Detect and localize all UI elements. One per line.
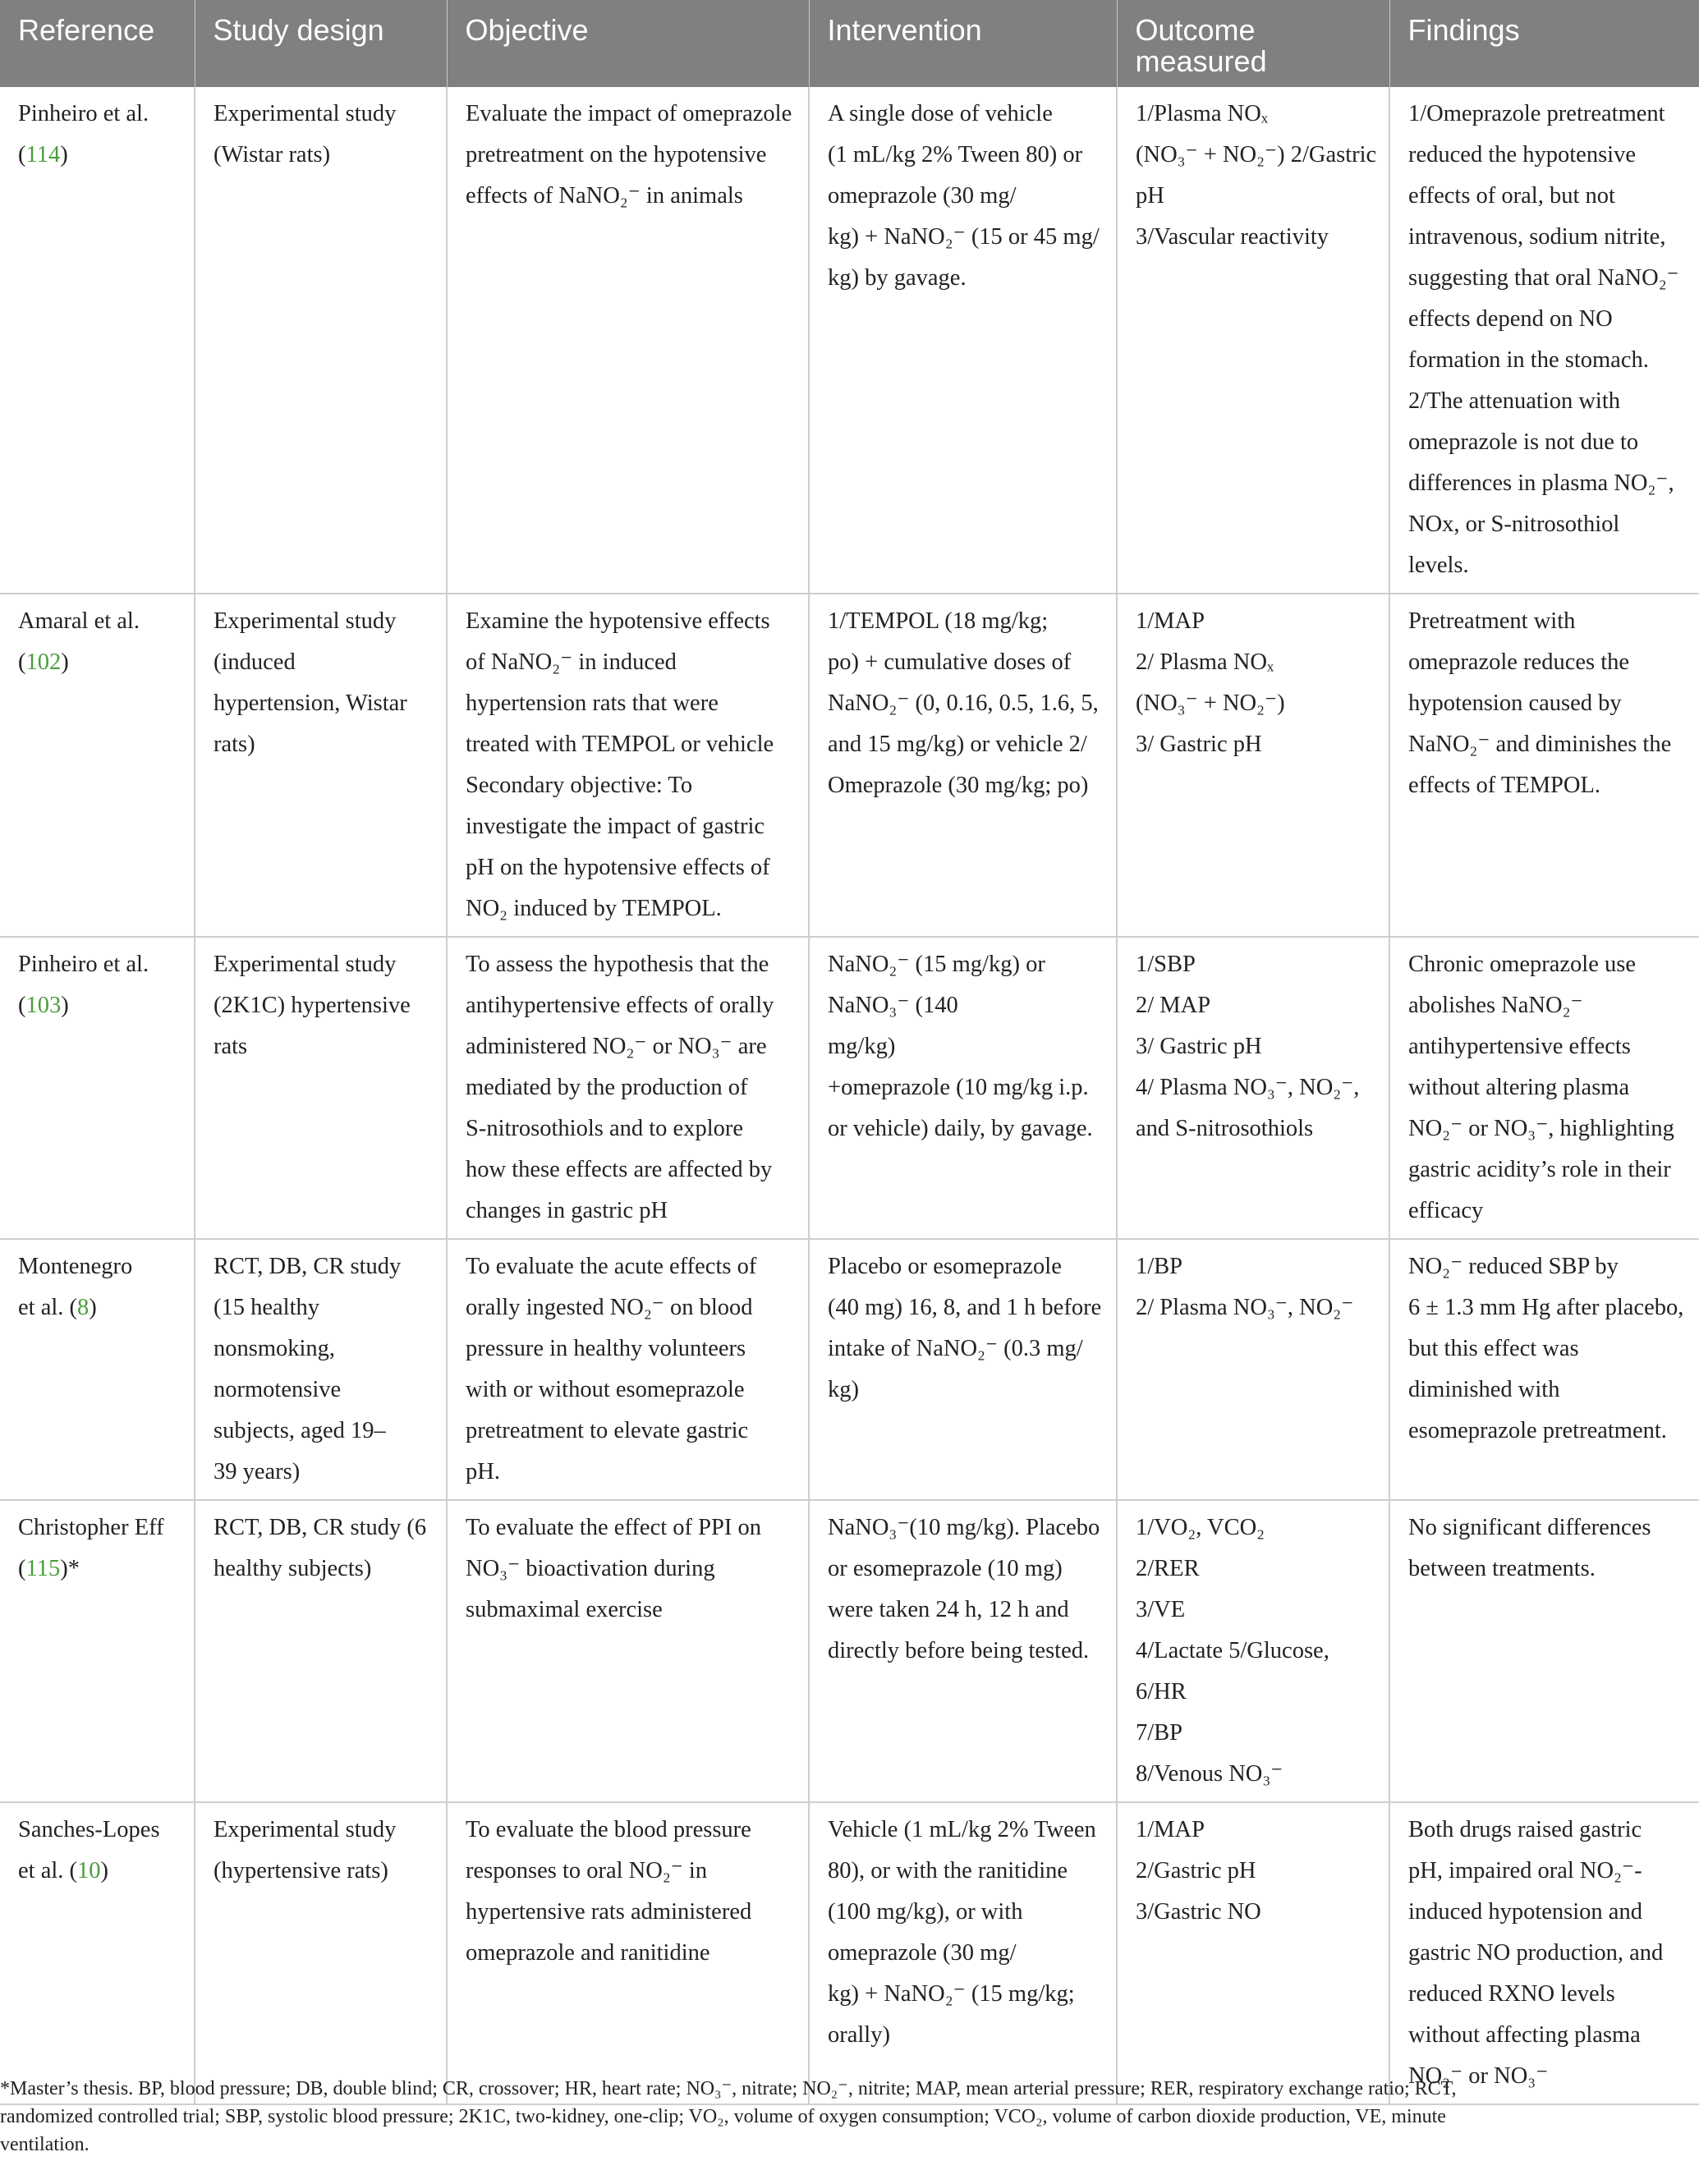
reference-paren: ) — [61, 993, 69, 1018]
cell-outcome — [1117, 1802, 1389, 2104]
cell-intervention — [809, 937, 1117, 1239]
outcome-line: 3/Gastric NO — [1136, 1899, 1261, 1925]
outcome-line: (NO₃⁻ + NO₂⁻) 2/Gastric — [1136, 142, 1377, 167]
outcome-line: 4/ Plasma NO₃⁻, NO₂⁻, — [1136, 1075, 1360, 1100]
intervention-line: (1 mL/kg 2% Tween 80) or — [828, 142, 1083, 167]
design-line: nonsmoking, — [214, 1336, 336, 1361]
intervention-line: Omeprazole (30 mg/kg; po) — [828, 773, 1089, 798]
design-line: (hypertensive rats) — [214, 1858, 388, 1883]
reference-line — [18, 135, 182, 176]
findings-line: suggesting that oral NaNO₂⁻ — [1408, 265, 1679, 291]
reference-line — [18, 1851, 182, 1892]
intervention-line: kg) + NaNO₂⁻ (15 or 45 mg/ — [828, 224, 1100, 250]
outcome-line: 4/Lactate 5/Glucose, — [1136, 1638, 1329, 1663]
findings-line: without affecting plasma — [1408, 2022, 1641, 2048]
findings-line: levels. — [1408, 553, 1469, 578]
outcome-line: 3/ Gastric pH — [1136, 732, 1262, 757]
citation-link[interactable]: 102 — [25, 649, 62, 675]
cell-objective — [447, 87, 809, 594]
intervention-line: orally) — [828, 2022, 890, 2048]
cell-findings — [1389, 937, 1699, 1239]
table-row — [0, 1500, 1699, 1802]
design-line: 39 years) — [214, 1459, 301, 1484]
findings-line: intravenous, sodium nitrite, — [1408, 224, 1666, 250]
objective-line: pH. — [466, 1459, 500, 1484]
cell-outcome — [1117, 594, 1389, 937]
cell-reference — [0, 1239, 195, 1500]
header-outcome-measured: Outcome measured — [1117, 0, 1389, 87]
intervention-line: directly before being tested. — [828, 1638, 1090, 1663]
findings-line: Pretreatment with — [1408, 608, 1576, 634]
design-line: RCT, DB, CR study (6 — [214, 1515, 427, 1540]
cell-intervention — [809, 1802, 1117, 2104]
objective-line: administered NO₂⁻ or NO₃⁻ are — [466, 1034, 767, 1059]
reference-line: Christopher Eff — [18, 1515, 164, 1540]
cell-outcome — [1117, 87, 1389, 594]
cell-design — [195, 1500, 447, 1802]
outcome-line: 1/VO₂, VCO₂ — [1136, 1515, 1265, 1540]
reference-paren: ) — [60, 142, 68, 167]
cell-design — [195, 87, 447, 594]
design-line: Experimental study — [214, 101, 397, 126]
objective-line: To evaluate the blood pressure — [466, 1817, 751, 1842]
objective-line: NO₂ induced by TEMPOL. — [466, 896, 722, 921]
objective-line: changes in gastric pH — [466, 1198, 668, 1223]
intervention-line: 80), or with the ranitidine — [828, 1858, 1068, 1883]
intervention-line: or esomeprazole (10 mg) — [828, 1556, 1063, 1581]
reference-paren: ( — [18, 1556, 26, 1581]
design-line: subjects, aged 19– — [214, 1418, 386, 1443]
header-study-design: Study design — [195, 0, 447, 87]
findings-line: diminished with — [1408, 1377, 1560, 1402]
objective-line: orally ingested NO₂⁻ on blood — [466, 1295, 753, 1320]
reference-line — [18, 1287, 182, 1328]
design-line: rats — [214, 1034, 248, 1059]
findings-line: pH, impaired oral NO₂⁻- — [1408, 1858, 1642, 1883]
findings-line: omeprazole is not due to — [1408, 429, 1639, 455]
objective-line: pressure in healthy volunteers — [466, 1336, 746, 1361]
cell-findings — [1389, 594, 1699, 937]
reference-paren: ( — [18, 993, 26, 1018]
header-findings: Findings — [1389, 0, 1699, 87]
outcome-line: 3/ Gastric pH — [1136, 1034, 1262, 1059]
footnote-line: ventilation. — [0, 2134, 90, 2155]
footnote-line: randomized controlled trial; SBP, systolic blood pressure; 2K1C, two-kidney, one-clip; VO₂, volume of oxygen consumption; VCO₂, volume of carbon dioxide production, VE, minute — [0, 2106, 1446, 2127]
design-line: hypertension, Wistar — [214, 691, 407, 716]
header-objective: Objective — [447, 0, 809, 87]
reference-line: Sanches-Lopes — [18, 1817, 160, 1842]
objective-line: pretreatment to elevate gastric — [466, 1418, 749, 1443]
intervention-line: and 15 mg/kg) or vehicle 2/ — [828, 732, 1087, 757]
objective-line: Examine the hypotensive effects — [466, 608, 770, 634]
reference-paren: ) — [89, 1295, 97, 1320]
objective-line: investigate the impact of gastric — [466, 814, 765, 839]
cell-findings — [1389, 1239, 1699, 1500]
citation-link[interactable]: 103 — [25, 993, 62, 1018]
outcome-line: 7/BP — [1136, 1720, 1183, 1746]
outcome-line: 2/ MAP — [1136, 993, 1211, 1018]
intervention-line: omeprazole (30 mg/ — [828, 183, 1017, 209]
intervention-line: mg/kg) — [828, 1034, 896, 1059]
outcome-line: 2/RER — [1136, 1556, 1200, 1581]
intervention-line: +omeprazole (10 mg/kg i.p. — [828, 1075, 1089, 1100]
findings-line: effects of TEMPOL. — [1408, 773, 1601, 798]
findings-line: abolishes NaNO₂⁻ — [1408, 993, 1583, 1018]
reference-prefix: et al. — [18, 1858, 70, 1883]
intervention-line: intake of NaNO₂⁻ (0.3 mg/ — [828, 1336, 1083, 1361]
findings-line: NaNO₂⁻ and diminishes the — [1408, 732, 1672, 757]
findings-line: reduced the hypotensive — [1408, 142, 1636, 167]
table-footnote — [0, 2075, 1683, 2159]
objective-line: NO₃⁻ bioactivation during — [466, 1556, 715, 1581]
cell-reference — [0, 937, 195, 1239]
cell-design — [195, 1239, 447, 1500]
cell-findings — [1389, 1802, 1699, 2104]
findings-line: antihypertensive effects — [1408, 1034, 1631, 1059]
design-line: (Wistar rats) — [214, 142, 331, 167]
findings-line: but this effect was — [1408, 1336, 1579, 1361]
outcome-line: 6/HR — [1136, 1679, 1187, 1705]
intervention-line: 1/TEMPOL (18 mg/kg; — [828, 608, 1049, 634]
design-line: (induced — [214, 649, 296, 675]
findings-line: Chronic omeprazole use — [1408, 952, 1636, 977]
reference-paren: ( — [69, 1858, 78, 1883]
intervention-line: A single dose of vehicle — [828, 101, 1053, 126]
cell-design — [195, 1802, 447, 2104]
cell-reference — [0, 87, 195, 594]
findings-line: between treatments. — [1408, 1556, 1596, 1581]
findings-line: gastric acidity’s role in their — [1408, 1157, 1671, 1182]
intervention-line: (40 mg) 16, 8, and 1 h before — [828, 1295, 1102, 1320]
cell-findings — [1389, 1500, 1699, 1802]
intervention-line: were taken 24 h, 12 h and — [828, 1597, 1069, 1622]
cell-objective — [447, 937, 809, 1239]
reference-line: Pinheiro et al. — [18, 101, 149, 126]
findings-line: effects depend on NO — [1408, 306, 1613, 332]
intervention-line: kg) — [828, 1377, 859, 1402]
objective-line: treated with TEMPOL or vehicle — [466, 732, 774, 757]
objective-line: S-nitrosothiols and to explore — [466, 1116, 744, 1141]
intervention-line: Vehicle (1 mL/kg 2% Tween — [828, 1817, 1096, 1842]
intervention-line: kg) + NaNO₂⁻ (15 mg/kg; — [828, 1981, 1075, 2007]
reference-paren: ( — [18, 649, 26, 675]
objective-line: hypertensive rats administered — [466, 1899, 752, 1925]
objective-line: effects of NaNO₂⁻ in animals — [466, 183, 743, 209]
outcome-line: 2/Gastric pH — [1136, 1858, 1256, 1883]
outcome-line: 1/SBP — [1136, 952, 1196, 977]
cell-outcome — [1117, 1500, 1389, 1802]
findings-line: 2/The attenuation with — [1408, 388, 1621, 414]
objective-line: To evaluate the acute effects of — [466, 1254, 757, 1279]
design-line: Experimental study — [214, 952, 397, 977]
cell-intervention — [809, 594, 1117, 937]
reference-line — [18, 1549, 182, 1590]
reference-line: Montenegro — [18, 1254, 133, 1279]
intervention-line: kg) by gavage. — [828, 265, 967, 291]
objective-line: with or without esomeprazole — [466, 1377, 745, 1402]
table-row — [0, 1239, 1699, 1500]
cell-reference — [0, 1802, 195, 2104]
footnote-line: *Master’s thesis. BP, blood pressure; DB, double blind; CR, crossover; HR, heart rate; NO₃⁻, nitrate; NO₂⁻, nitrite; MAP, mean arterial pressure; RER, respiratory exchange ratio; RCT, — [0, 2078, 1457, 2099]
citation-link[interactable]: 10 — [77, 1858, 101, 1883]
design-line: (15 healthy — [214, 1295, 320, 1320]
design-line: RCT, DB, CR study — [214, 1254, 402, 1279]
intervention-line: NaNO₃⁻ (140 — [828, 993, 958, 1018]
design-line: healthy subjects) — [214, 1556, 372, 1581]
intervention-line: Placebo or esomeprazole — [828, 1254, 1062, 1279]
findings-line: gastric NO production, and — [1408, 1940, 1664, 1966]
intervention-line: po) + cumulative doses of — [828, 649, 1072, 675]
outcome-line: 8/Venous NO₃⁻ — [1136, 1761, 1283, 1787]
objective-line: responses to oral NO₂⁻ in — [466, 1858, 708, 1883]
intervention-line: NaNO₃⁻(10 mg/kg). Placebo — [828, 1515, 1100, 1540]
cell-intervention — [809, 1500, 1117, 1802]
citation-link[interactable]: 114 — [25, 142, 61, 167]
reference-line: Amaral et al. — [18, 608, 140, 634]
table-row — [0, 937, 1699, 1239]
findings-line: efficacy — [1408, 1198, 1484, 1223]
objective-line: To assess the hypothesis that the — [466, 952, 769, 977]
header-row — [0, 0, 1699, 87]
outcome-line: (NO₃⁻ + NO₂⁻) — [1136, 691, 1285, 716]
objective-line: pH on the hypotensive effects of — [466, 855, 770, 880]
cell-objective — [447, 594, 809, 937]
findings-line: formation in the stomach. — [1408, 347, 1649, 373]
cell-objective — [447, 1802, 809, 2104]
objective-line: To evaluate the effect of PPI on — [466, 1515, 761, 1540]
outcome-line: 1/Plasma NOₓ — [1136, 101, 1269, 126]
outcome-line: 1/MAP — [1136, 608, 1205, 634]
reference-line — [18, 985, 182, 1026]
outcome-line: 1/BP — [1136, 1254, 1183, 1279]
findings-line: differences in plasma NO₂⁻, — [1408, 470, 1674, 496]
table-row — [0, 87, 1699, 594]
findings-line: 6 ± 1.3 mm Hg after placebo, — [1408, 1295, 1684, 1320]
findings-line: hypotension caused by — [1408, 691, 1622, 716]
citation-link[interactable]: 8 — [77, 1295, 90, 1320]
cell-design — [195, 937, 447, 1239]
design-line: Experimental study — [214, 1817, 397, 1842]
findings-line: No significant differences — [1408, 1515, 1651, 1540]
objective-line: antihypertensive effects of orally — [466, 993, 774, 1018]
outcome-line: 1/MAP — [1136, 1817, 1205, 1842]
reference-paren: ( — [18, 142, 26, 167]
findings-line: 1/Omeprazole pretreatment — [1408, 101, 1665, 126]
header-intervention: Intervention — [809, 0, 1117, 87]
cell-findings — [1389, 87, 1699, 594]
intervention-line: NaNO₂⁻ (0, 0.16, 0.5, 1.6, 5, — [828, 691, 1099, 716]
objective-line: Secondary objective: To — [466, 773, 693, 798]
reference-prefix: et al. — [18, 1295, 70, 1320]
outcome-line: and S-nitrosothiols — [1136, 1116, 1314, 1141]
objective-line: how these effects are affected by — [466, 1157, 773, 1182]
objective-line: pretreatment on the hypotensive — [466, 142, 767, 167]
cell-outcome — [1117, 1239, 1389, 1500]
table-row — [0, 594, 1699, 937]
cell-intervention — [809, 1239, 1117, 1500]
findings-line: without altering plasma — [1408, 1075, 1630, 1100]
cell-design — [195, 594, 447, 937]
citation-link[interactable]: 115 — [25, 1556, 61, 1581]
objective-line: Evaluate the impact of omeprazole — [466, 101, 792, 126]
findings-line: NOx, or S-nitrosothiol — [1408, 512, 1620, 537]
objective-line: of NaNO₂⁻ in induced — [466, 649, 677, 675]
reference-line: Pinheiro et al. — [18, 952, 149, 977]
design-line: rats) — [214, 732, 255, 757]
findings-line: induced hypotension and — [1408, 1899, 1642, 1925]
reference-paren: ) — [100, 1858, 109, 1883]
objective-line: hypertension rats that were — [466, 691, 719, 716]
design-line: Experimental study — [214, 608, 397, 634]
outcome-line: 2/ Plasma NOₓ — [1136, 649, 1274, 675]
findings-line: NO₂⁻ or NO₃⁻, highlighting — [1408, 1116, 1674, 1141]
findings-line: reduced RXNO levels — [1408, 1981, 1615, 2007]
outcome-line: 3/VE — [1136, 1597, 1186, 1622]
reference-paren: ( — [69, 1295, 78, 1320]
outcome-line: pH — [1136, 183, 1164, 209]
findings-line: omeprazole reduces the — [1408, 649, 1630, 675]
findings-line: Both drugs raised gastric — [1408, 1817, 1642, 1842]
reference-line — [18, 642, 182, 683]
objective-line: omeprazole and ranitidine — [466, 1940, 710, 1966]
reference-paren: ) — [61, 649, 69, 675]
cell-objective — [447, 1500, 809, 1802]
objective-line: submaximal exercise — [466, 1597, 663, 1622]
findings-line: effects of oral, but not — [1408, 183, 1615, 209]
intervention-line: (100 mg/kg), or with — [828, 1899, 1023, 1925]
findings-line: NO₂⁻ reduced SBP by — [1408, 1254, 1619, 1279]
outcome-line: 3/Vascular reactivity — [1136, 224, 1329, 250]
reference-paren: )* — [60, 1556, 80, 1581]
cell-intervention — [809, 87, 1117, 594]
design-line: normotensive — [214, 1377, 342, 1402]
cell-objective — [447, 1239, 809, 1500]
header-reference: Reference — [0, 0, 195, 87]
design-line: (2K1C) hypertensive — [214, 993, 411, 1018]
table-row — [0, 1802, 1699, 2104]
intervention-line: or vehicle) daily, by gavage. — [828, 1116, 1093, 1141]
findings-line: esomeprazole pretreatment. — [1408, 1418, 1667, 1443]
cell-reference — [0, 594, 195, 937]
objective-line: mediated by the production of — [466, 1075, 748, 1100]
cell-outcome — [1117, 937, 1389, 1239]
cell-reference — [0, 1500, 195, 1802]
outcome-line: 2/ Plasma NO₃⁻, NO₂⁻ — [1136, 1295, 1354, 1320]
findings-line: NO₂⁻ or NO₃⁻ — [1408, 2063, 1549, 2089]
intervention-line: omeprazole (30 mg/ — [828, 1940, 1017, 1966]
intervention-line: NaNO₂⁻ (15 mg/kg) or — [828, 952, 1045, 977]
